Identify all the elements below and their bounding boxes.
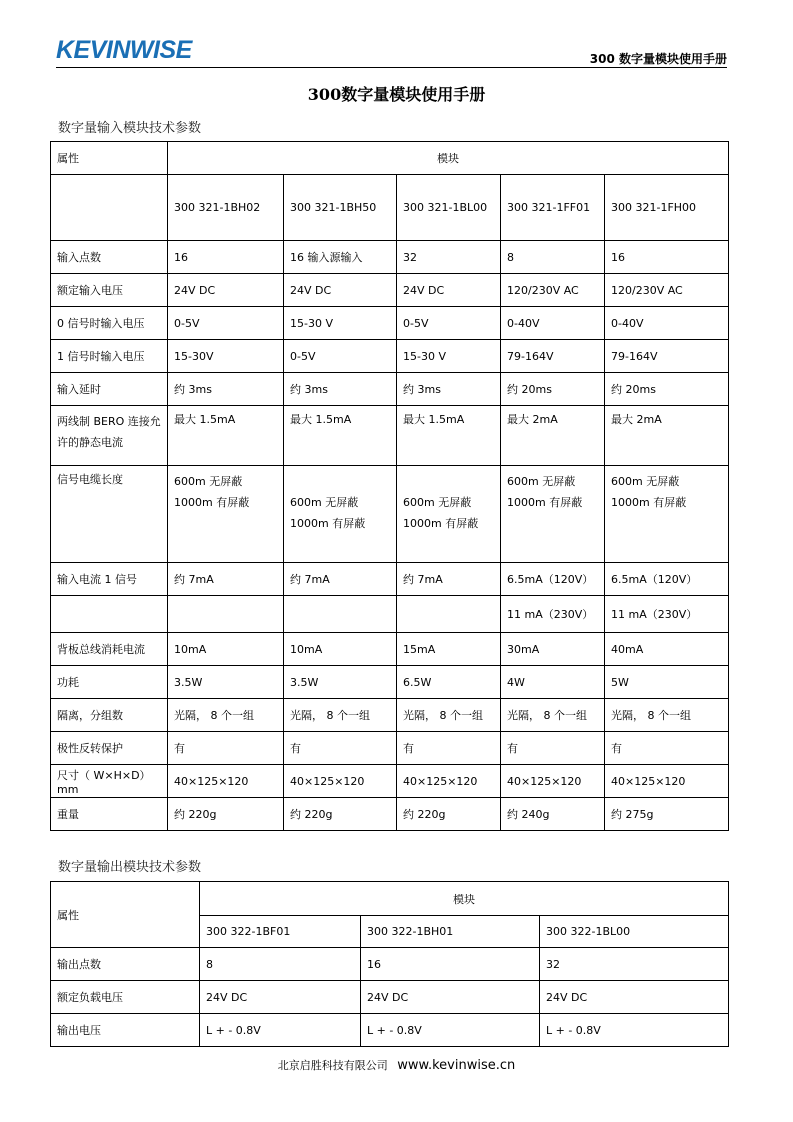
cell: 约 7mA: [168, 563, 284, 596]
cell: 40×125×120: [284, 765, 397, 798]
cell: 3.5W: [168, 666, 284, 699]
row-label: 重量: [51, 798, 168, 831]
cell: 24V DC: [168, 274, 284, 307]
empty-cell: [51, 596, 168, 633]
output-spec-table: [50, 881, 729, 1047]
cell: 32: [397, 241, 501, 274]
cell: 16: [361, 948, 540, 981]
cell: 有: [605, 732, 729, 765]
cell: 最大 2mA: [605, 406, 729, 466]
row-label: 两线制 BERO 连接允许的静态电流: [51, 406, 168, 466]
cell: 16: [168, 241, 284, 274]
model-cell: 300 321-1FH00: [605, 175, 729, 241]
document-title: 300数字量模块使用手册: [307, 85, 486, 104]
cell: 约 275g: [605, 798, 729, 831]
cell: 约 220g: [397, 798, 501, 831]
cell: L + - 0.8V: [200, 1014, 361, 1047]
cell: 光隔， 8 个一组: [168, 699, 284, 732]
module-header: 模块: [200, 882, 729, 916]
cell: 3.5W: [284, 666, 397, 699]
cell: 约 220g: [168, 798, 284, 831]
model-cell: 300 321-1BH50: [284, 175, 397, 241]
table-row: [51, 241, 729, 274]
table-row: [51, 373, 729, 406]
cell: 120/230V AC: [605, 274, 729, 307]
table-row: [51, 1014, 729, 1047]
cell: 约 3ms: [168, 373, 284, 406]
cell: 0-5V: [284, 340, 397, 373]
cell: 6.5mA（120V）: [605, 563, 729, 596]
cell: 0-40V: [501, 307, 605, 340]
cell: 0-5V: [397, 307, 501, 340]
table-row: [51, 307, 729, 340]
row-label: 0 信号时输入电压: [51, 307, 168, 340]
row-label: 输入点数: [51, 241, 168, 274]
cell: 40×125×120: [168, 765, 284, 798]
row-label: 输入延时: [51, 373, 168, 406]
cable-shielded: 1000m 有屏蔽: [403, 517, 479, 530]
row-label: 尺寸（ W×H×D）mm: [51, 765, 168, 798]
cell: 24V DC: [397, 274, 501, 307]
cell: 24V DC: [200, 981, 361, 1014]
cell: 79-164V: [501, 340, 605, 373]
empty-cell: [168, 596, 284, 633]
cable-cell: [168, 466, 284, 563]
cable-shielded: 1000m 有屏蔽: [611, 496, 687, 509]
cell: 24V DC: [284, 274, 397, 307]
cell: 有: [284, 732, 397, 765]
cell: 16 输入源输入: [284, 241, 397, 274]
cell: 15mA: [397, 633, 501, 666]
row-label: 额定输入电压: [51, 274, 168, 307]
row-label: 隔离，分组数: [51, 699, 168, 732]
cell: 11 mA（230V）: [605, 596, 729, 633]
attr-header: 属性: [51, 882, 200, 948]
cell: 最大 1.5mA: [284, 406, 397, 466]
cable-cell: [501, 466, 605, 563]
model-cell: 300 321-1BH02: [168, 175, 284, 241]
cell: 5W: [605, 666, 729, 699]
model-cell: 300 321-1BL00: [397, 175, 501, 241]
cell: 0-5V: [168, 307, 284, 340]
cell: 约 3ms: [284, 373, 397, 406]
footer-url[interactable]: www.kevinwise.cn: [397, 1058, 516, 1073]
cell: 40×125×120: [501, 765, 605, 798]
cell: 79-164V: [605, 340, 729, 373]
cell: 光隔， 8 个一组: [605, 699, 729, 732]
header-title: 300 数字量模块使用手册: [589, 52, 727, 66]
table-row: [51, 274, 729, 307]
input-spec-table: [50, 141, 729, 831]
header-rule: [56, 67, 727, 68]
cable-unshielded: 600m 无屏蔽: [290, 496, 359, 509]
table-row: [51, 666, 729, 699]
model-cell: 300 322-1BL00: [540, 916, 729, 948]
cell: 0-40V: [605, 307, 729, 340]
cell: L + - 0.8V: [540, 1014, 729, 1047]
cell: 15-30V: [168, 340, 284, 373]
footer: [0, 1057, 793, 1073]
input-section-title: 数字量输入模块技术参数: [58, 121, 202, 136]
row-label: 输出点数: [51, 948, 200, 981]
cell: 8: [501, 241, 605, 274]
cell: 24V DC: [540, 981, 729, 1014]
table-row: [51, 948, 729, 981]
cell: 11 mA（230V）: [501, 596, 605, 633]
model-cell: 300 322-1BH01: [361, 916, 540, 948]
cell: 32: [540, 948, 729, 981]
cell: 120/230V AC: [501, 274, 605, 307]
cell: 15-30 V: [284, 307, 397, 340]
model-cell: 300 321-1FF01: [501, 175, 605, 241]
empty-cell: [51, 175, 168, 241]
attr-header: 属性: [51, 142, 168, 175]
cable-shielded: 1000m 有屏蔽: [290, 517, 366, 530]
row-label: 功耗: [51, 666, 168, 699]
cell: 光隔， 8 个一组: [501, 699, 605, 732]
kevinwise-logo: KEVINWISE: [56, 36, 192, 64]
cell: 6.5W: [397, 666, 501, 699]
row-label: 极性反转保护: [51, 732, 168, 765]
row-label: 输出电压: [51, 1014, 200, 1047]
cable-shielded: 1000m 有屏蔽: [507, 496, 583, 509]
cell: 光隔， 8 个一组: [284, 699, 397, 732]
cell: 4W: [501, 666, 605, 699]
cell: L + - 0.8V: [361, 1014, 540, 1047]
cell: 40×125×120: [605, 765, 729, 798]
row-label: 1 信号时输入电压: [51, 340, 168, 373]
cell: 约 20ms: [605, 373, 729, 406]
table-row: [51, 732, 729, 765]
output-section-title: 数字量输出模块技术参数: [58, 860, 202, 875]
cell: 15-30 V: [397, 340, 501, 373]
cable-unshielded: 600m 无屏蔽: [403, 496, 472, 509]
cell: 最大 1.5mA: [168, 406, 284, 466]
cell: 8: [200, 948, 361, 981]
row-label: 信号电缆长度: [51, 466, 168, 563]
cell: 6.5mA（120V）: [501, 563, 605, 596]
cable-cell: [605, 466, 729, 563]
cell: 40mA: [605, 633, 729, 666]
table-row: [51, 340, 729, 373]
cell: 约 240g: [501, 798, 605, 831]
table-row: [51, 765, 729, 798]
cable-cell: [397, 466, 501, 563]
table-row: [51, 699, 729, 732]
cable-unshielded: 600m 无屏蔽: [507, 475, 576, 488]
cell: 最大 2mA: [501, 406, 605, 466]
cell: 16: [605, 241, 729, 274]
cell: 40×125×120: [397, 765, 501, 798]
cable-cell: [284, 466, 397, 563]
empty-cell: [397, 596, 501, 633]
cell: 最大 1.5mA: [397, 406, 501, 466]
empty-cell: [284, 596, 397, 633]
cable-unshielded: 600m 无屏蔽: [174, 475, 243, 488]
cell: 约 220g: [284, 798, 397, 831]
cell: 约 3ms: [397, 373, 501, 406]
cable-unshielded: 600m 无屏蔽: [611, 475, 680, 488]
row-label: 输入电流 1 信号: [51, 563, 168, 596]
row-label: 背板总线消耗电流: [51, 633, 168, 666]
table-row: [51, 798, 729, 831]
cell: 光隔， 8 个一组: [397, 699, 501, 732]
cell: 约 7mA: [284, 563, 397, 596]
row-label: 额定负载电压: [51, 981, 200, 1014]
cell: 约 7mA: [397, 563, 501, 596]
cell: 有: [168, 732, 284, 765]
cell: 24V DC: [361, 981, 540, 1014]
table-row: [51, 981, 729, 1014]
table-row: [51, 633, 729, 666]
footer-company: 北京启胜科技有限公司: [277, 1059, 388, 1072]
cell: 10mA: [284, 633, 397, 666]
model-cell: 300 322-1BF01: [200, 916, 361, 948]
cable-shielded: 1000m 有屏蔽: [174, 496, 250, 509]
cell: 有: [501, 732, 605, 765]
cell: 约 20ms: [501, 373, 605, 406]
cell: 10mA: [168, 633, 284, 666]
module-header: 模块: [168, 142, 729, 175]
cell: 有: [397, 732, 501, 765]
cell: 30mA: [501, 633, 605, 666]
